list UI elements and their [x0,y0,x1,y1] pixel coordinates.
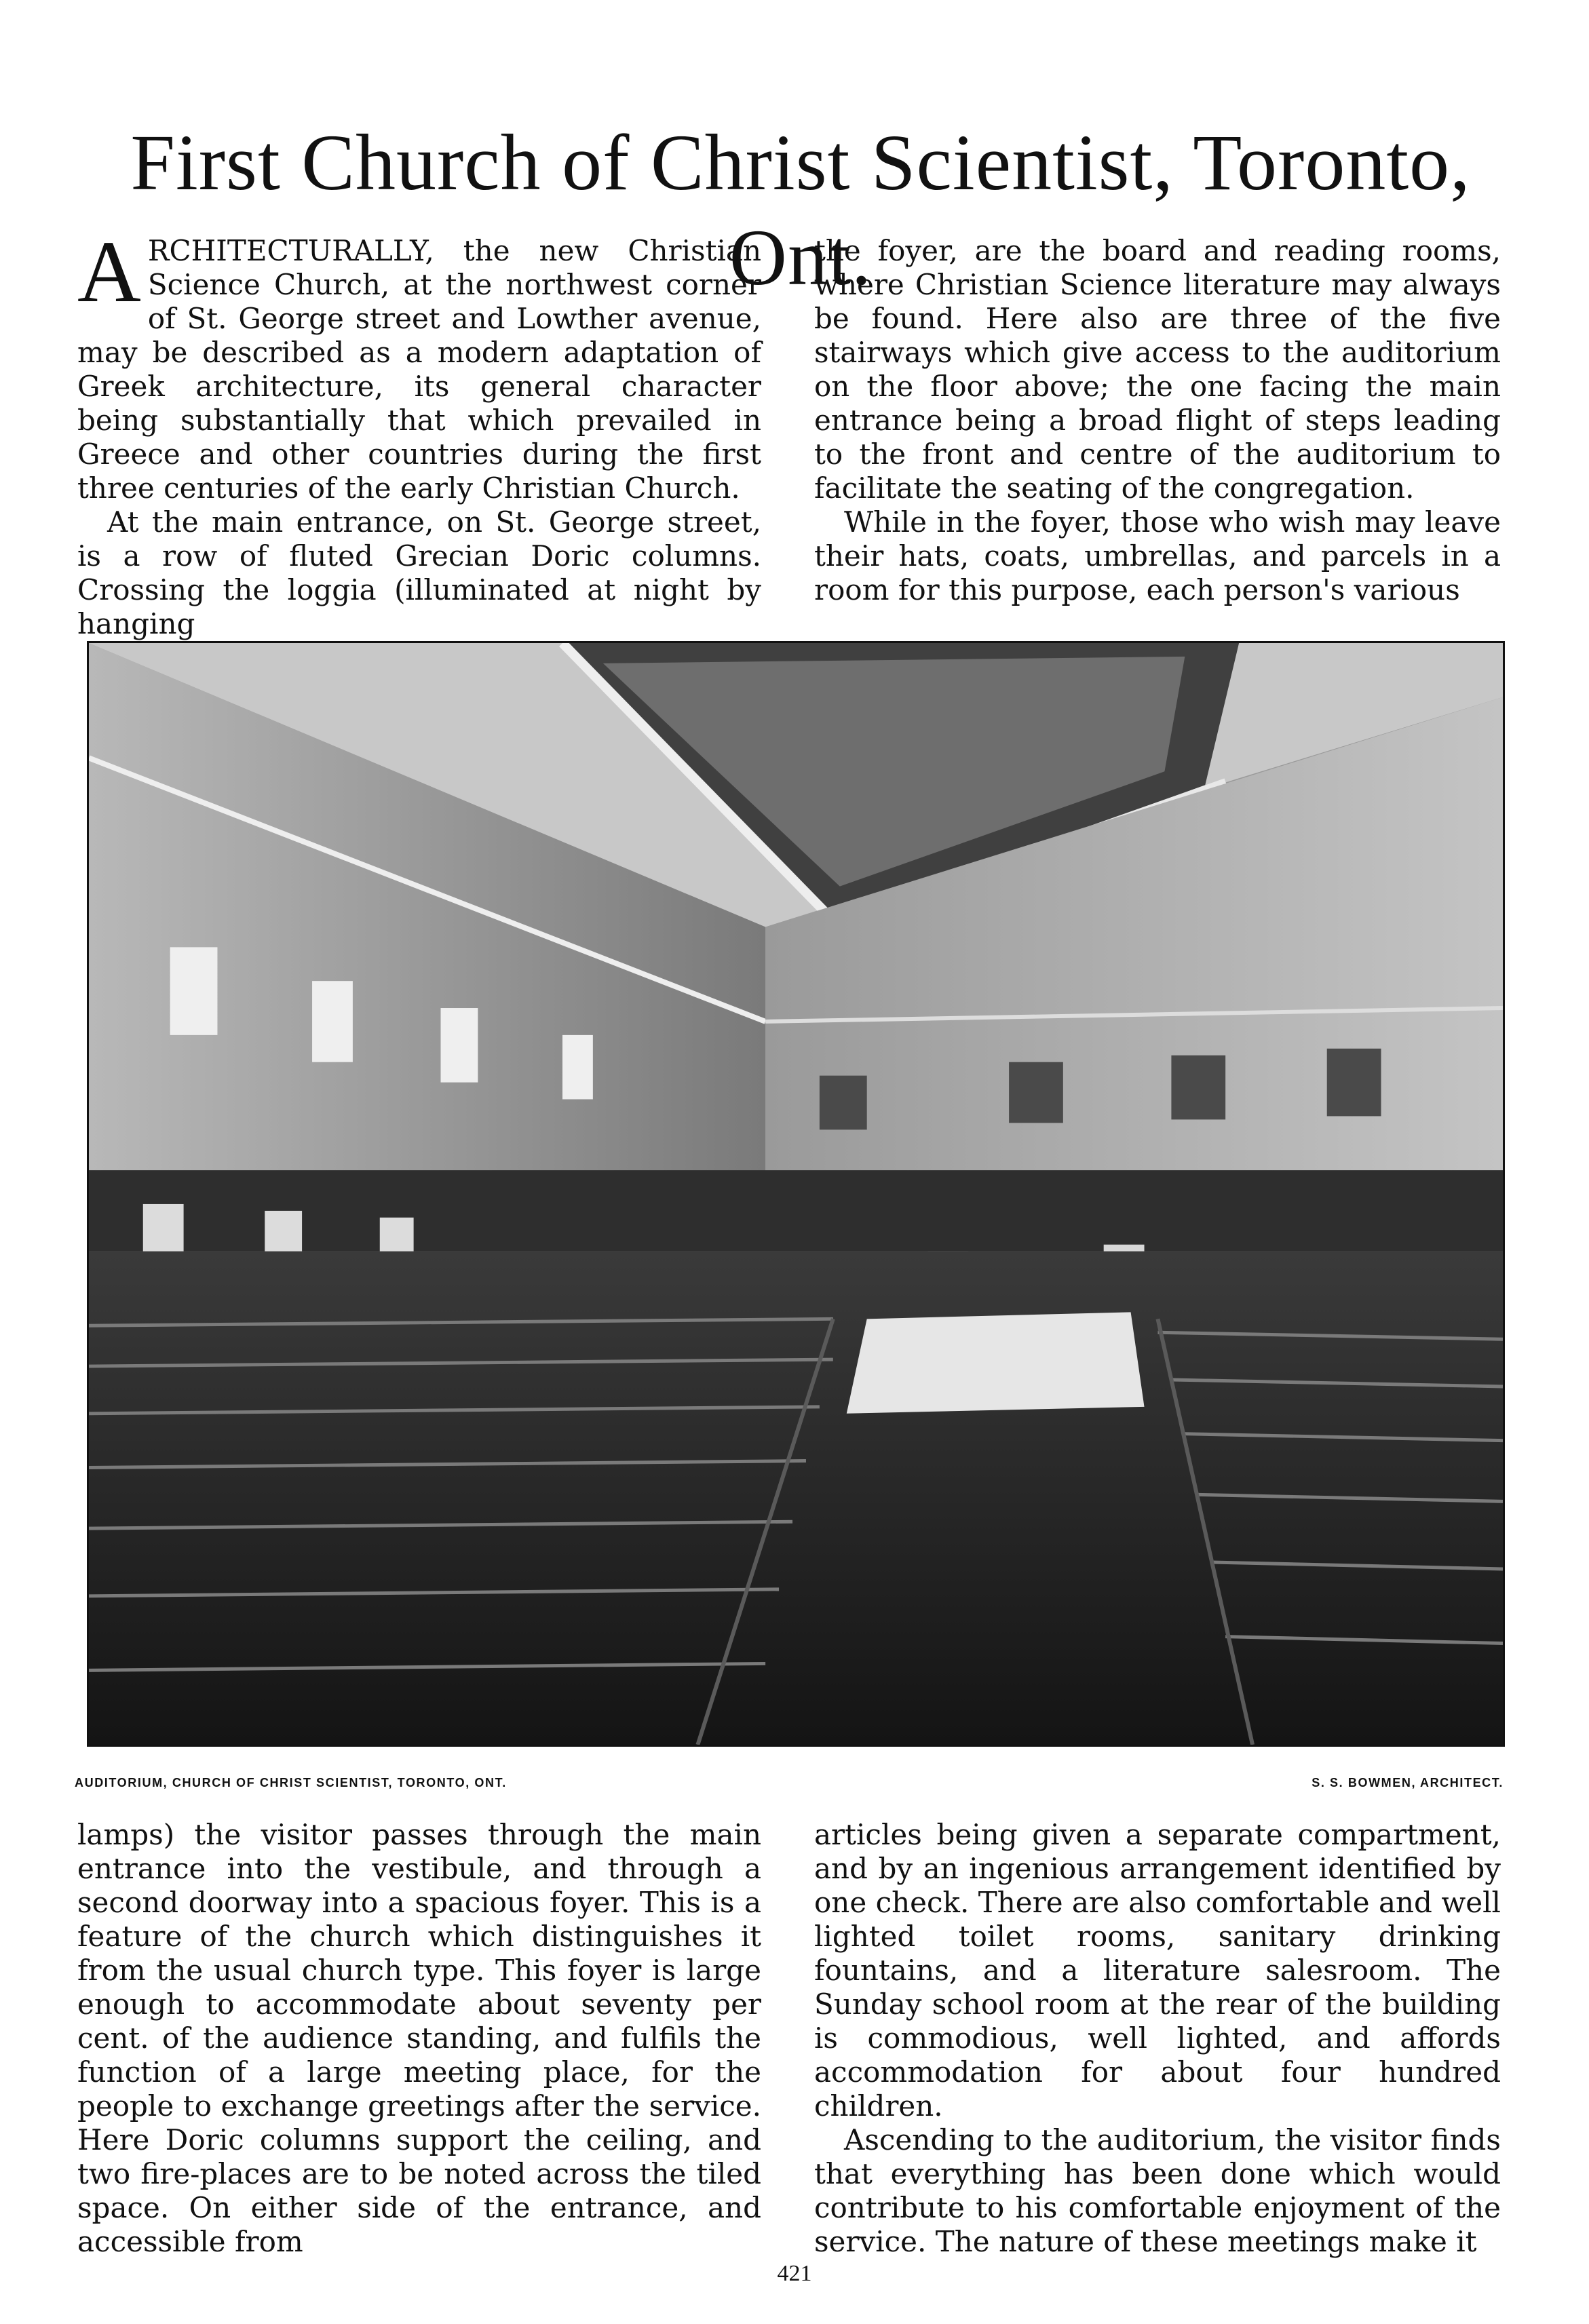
column-bottom-left [77,1818,761,2259]
paragraph: While in the foyer, those who wish may leave their hats, coats, umbrellas, and parcels in a room for this purpose, each person's various [814,505,1501,606]
column-bottom-right [814,1818,1501,2259]
photo-caption: AUDITORIUM, CHURCH OF CHRIST SCIENTIST, TORONTO, ONT. [75,1776,507,1789]
paragraph: At the main entrance, on St. George street, is a row of fluted Grecian Doric columns. Crossing the loggia (illuminated at night by hanging [77,505,761,640]
paragraph-text: RCHITECTURALLY, the new Christian Science Church, at the northwest corner of St. George street and Lowther avenue, may be described as a modern adaptation of Greek architecture, its general character being substantially that which prevailed in Greece and other countries during the first three centuries of the early Christian Church. [77,234,761,505]
paragraph: Ascending to the auditorium, the visitor finds that everything has been done which would contribute to his comfortable enjoyment of the service. The nature of these meetings make it [814,2123,1501,2258]
page-number: 421 [777,2261,812,2286]
column-top-right [814,234,1501,607]
auditorium-photo-image [89,643,1503,1745]
auditorium-photo [87,641,1505,1747]
photo-credit: S. S. BOWMEN, ARCHITECT. [1312,1776,1504,1789]
paragraph: articles being given a separate compartment, and by an ingenious arrangement identified by one check. There are also comfortable and well lighted toilet rooms, sanitary drinking fountains, and a literature salesroom. The Sunday school room at the rear of the building is commodious, well lighted, and affords accommodation for about four hundred children. [814,1818,1501,2123]
paragraph: lamps) the visitor passes through the main entrance into the vestibule, and through a second doorway into a spacious foyer. This is a feature of the church which distinguishes it from the usual church type. This foyer is large enough to accommodate about seventy per cent. of the audience standing, and fulfils the function of a large meeting place, for the people to exchange greetings after the service. Here Doric columns support the ceiling, and two fire-places are to be noted across the tiled space. On either side of the entrance, and accessible from [77,1818,761,2258]
column-top-left [77,223,761,641]
article-title: First Church of Christ Scientist, Toronto, Ont. [130,118,1471,302]
drop-cap: A [77,223,141,321]
paragraph [77,223,761,505]
paragraph: the foyer, are the board and reading rooms, where Christian Science literature may always be found. Here also are three of the five stairways which give access to the auditorium on the floor above; the one facing the main entrance being a broad flight of steps leading to the front and centre of the auditorium to facilitate the seating of the congregation. [814,234,1501,505]
